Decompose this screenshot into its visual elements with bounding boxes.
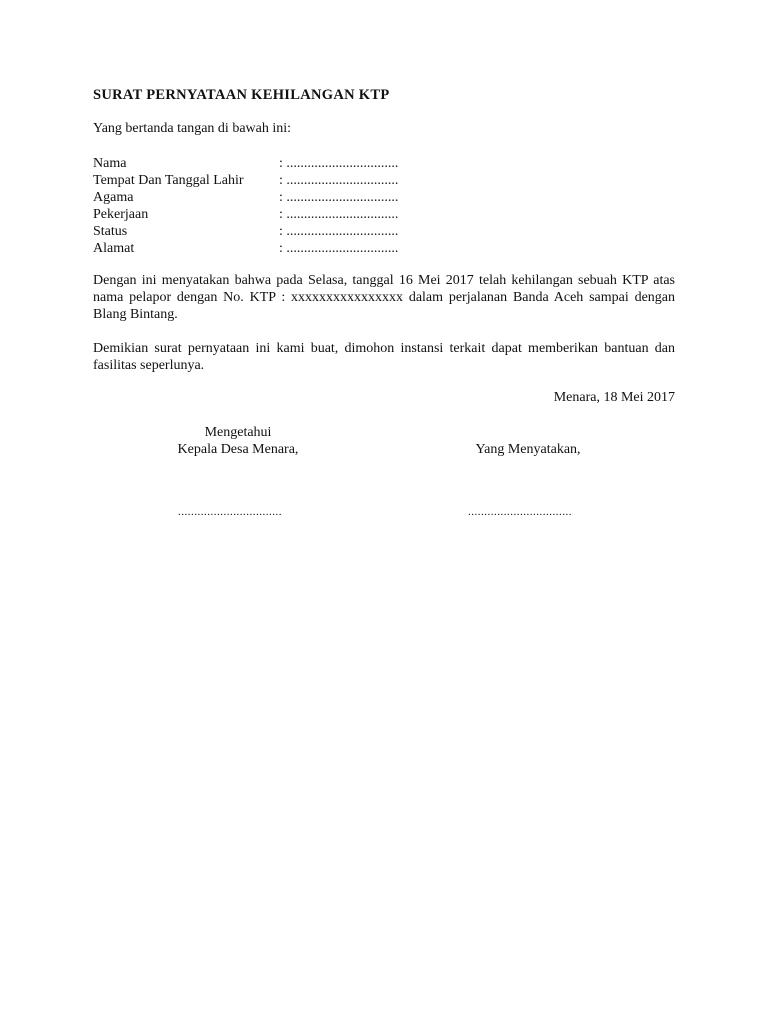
field-label: Nama [93,156,127,171]
field-label: Tempat Dan Tanggal Lahir [93,173,244,188]
signature-title: Yang Menyatakan, [475,442,581,457]
document-title: SURAT PERNYATAAN KEHILANGAN KTP [93,87,390,103]
signature-line-left: ................................ [178,506,282,518]
signature-caption: Mengetahui [204,425,272,440]
signature-block-declarant [448,441,608,458]
signature-title: Kepala Desa Menara, [177,442,299,457]
field-label: Status [93,224,128,239]
field-value: : ................................ [279,173,399,188]
place-date: Menara, 18 Mei 2017 [553,390,675,405]
field-value: : ................................ [279,190,399,205]
field-value: : ................................ [279,241,399,256]
field-value: : ................................ [279,156,399,171]
field-value: : ................................ [279,207,399,222]
signature-line-right: ................................ [468,506,572,518]
intro-text: Yang bertanda tangan di bawah ini: [93,121,292,136]
closing-paragraph: Demikian surat pernyataan ini kami buat, dimohon instansi terkait dapat memberikan bantuan dan fasilitas seperlunya. [93,341,675,373]
statement-paragraph: Dengan ini menyatakan bahwa pada Selasa, tanggal 16 Mei 2017 telah kehilangan sebuah KTP atas nama pelapor dengan No. KTP : xxxxxxxxxxxxxxxx dalam perjalanan Banda Aceh sampai dengan Blang Bintang. [93,273,675,322]
field-value: : ................................ [279,224,399,239]
field-label: Agama [93,190,134,205]
signature-block-village-head [158,424,318,458]
field-label: Alamat [93,241,135,256]
field-label: Pekerjaan [93,207,149,222]
